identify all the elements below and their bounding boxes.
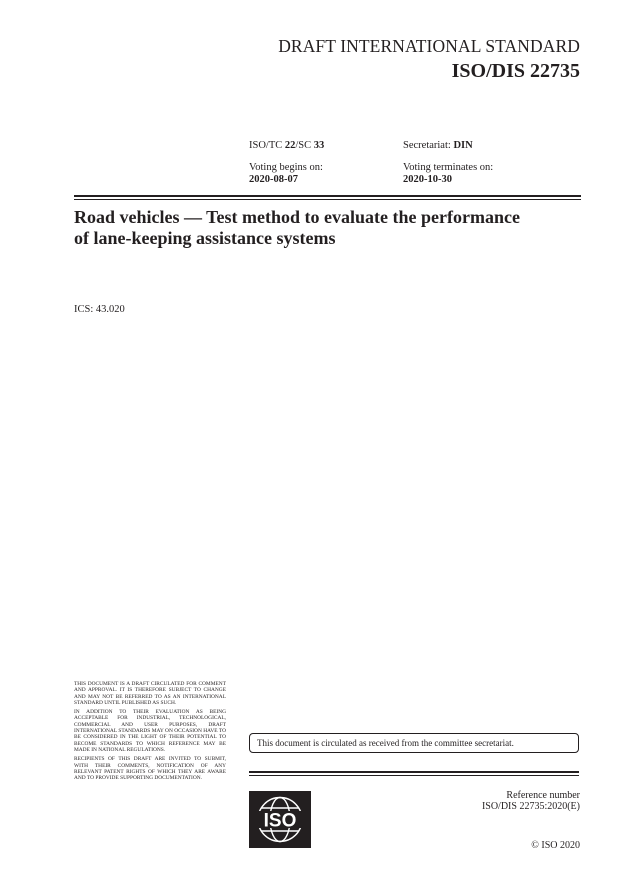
copyright: © ISO 2020 — [531, 840, 580, 851]
title-rule-thin — [74, 199, 581, 200]
reference-label: Reference number — [506, 790, 580, 801]
voting-terminates-date: 2020-10-30 — [403, 174, 452, 185]
title-line-2: of lane-keeping assistance systems — [74, 228, 336, 248]
voting-terminates — [403, 162, 493, 186]
secretariat-value: DIN — [453, 140, 473, 151]
committee-prefix: ISO/TC — [249, 140, 285, 151]
reference-number: ISO/DIS 22735:2020(E) — [481, 801, 580, 812]
committee-mid: /SC — [295, 140, 314, 151]
disclaimer-paragraph-1: THIS DOCUMENT IS A DRAFT CIRCULATED FOR COMMENT AND APPROVAL. IT IS THEREFORE SUBJECT TO CHANGE AND MAY NOT BE REFERRED TO AS AN INTERNATIONAL STANDARD UNTIL PUBLISHED AS SUCH. — [74, 681, 226, 706]
draft-disclaimer — [74, 681, 226, 784]
disclaimer-paragraph-2: IN ADDITION TO THEIR EVALUATION AS BEING ACCEPTABLE FOR INDUSTRIAL, TECHNOLOGICAL, COMMERCIAL AND USER PURPOSES, DRAFT INTERNATIONAL STANDARDS MAY ON OCCASION HAVE TO BE CONSIDERED IN THE LIGHT OF THEIR POTENTIAL TO BECOME STANDARDS TO WHICH REFERENCE MAY BE MADE IN NATIONAL REGULATIONS. — [74, 709, 226, 753]
committee-tc: 22 — [284, 140, 296, 151]
title-rule-thick — [74, 195, 581, 197]
secretariat-label: Secretariat: — [403, 140, 454, 151]
draft-type: DRAFT INTERNATIONAL STANDARD — [278, 36, 580, 56]
document-title — [74, 207, 584, 249]
footer-rule-thin — [249, 775, 579, 776]
voting-begins — [249, 162, 323, 186]
ics-code: ICS: 43.020 — [74, 304, 125, 315]
iso-logo-text: ISO — [263, 810, 297, 832]
voting-begins-date: 2020-08-07 — [249, 174, 298, 185]
committee-sc: 33 — [313, 140, 325, 151]
disclaimer-paragraph-3: RECIPIENTS OF THIS DRAFT ARE INVITED TO SUBMIT, WITH THEIR COMMENTS, NOTIFICATION OF ANY RELEVANT PATENT RIGHTS OF WHICH THEY ARE AWARE AND TO PROVIDE SUPPORTING DOCUMENTATION. — [74, 756, 226, 782]
voting-begins-label: Voting begins on: — [249, 162, 323, 173]
footer-rule-thick — [249, 771, 579, 773]
title-line-1: Road vehicles — Test method to evaluate the performance — [74, 207, 520, 227]
iso-logo-icon — [249, 791, 311, 848]
secretariat — [403, 140, 473, 152]
circulation-note: This document is circulated as received from the committee secretariat. — [249, 733, 579, 753]
document-id: ISO/DIS 22735 — [451, 60, 580, 82]
committee — [249, 140, 324, 152]
voting-terminates-label: Voting terminates on: — [403, 162, 494, 173]
